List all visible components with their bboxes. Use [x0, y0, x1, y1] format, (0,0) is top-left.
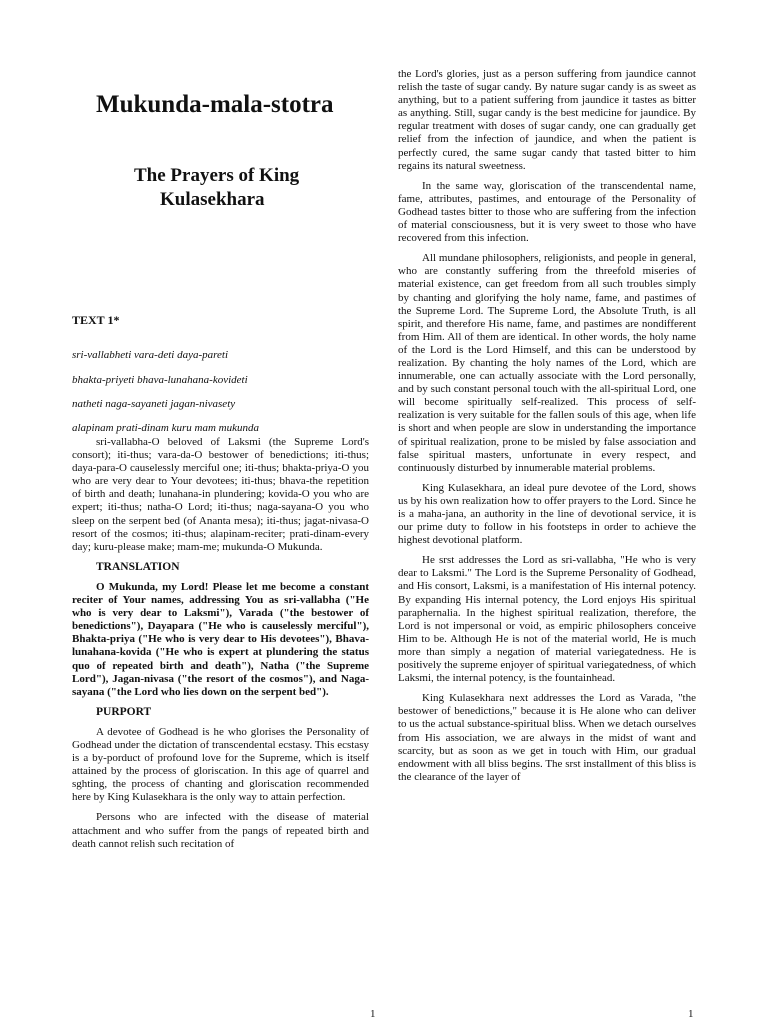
body-paragraph: King Kulasekhara next addresses the Lord as Varada, "the bestower of benedictions," because it is He alone who can deliver to us the actual substance-spiritual bliss. When we detach ourselves from His association, we are always in the midst of want and scarcity, but as soon as we get in touch with Him, our gradual endowment with all bliss begins. The srst installment of this bliss is the clearance of the layer of	[398, 692, 696, 783]
body-paragraph: He srst addresses the Lord as sri-vallabha, "He who is very dear to Laksmi." The Lord is the Supreme Personality of Godhead, and His consort, Laksmi, is a manifestation of His internal potency. By expanding His internal potency, the Lord enjoys His spiritual paraphernalia. In the highest spiritual realization, therefore, the Lord is not impersonal or void, as empiric philosophers conceive Him to be. Although He is not of the material world, He is much more than simply a negation of material variegatedness. He is positively the supreme enjoyer of spiritual variegatedness, of which Laksmi, the internal potency, is the fountainhead.	[398, 554, 696, 685]
subtitle-line-1: The Prayers of King	[134, 165, 300, 186]
body-paragraph: In the same way, gloriscation of the transcendental name, fame, attributes, pastimes, and entourage of the Personality of Godhead tastes bitter to those who are suffering from the infection of material consciousness, but it is very sweet to those who have recovered from this infection.	[398, 179, 696, 245]
verse-line: alapinam prati-dinam kuru mam mukunda	[72, 422, 259, 434]
body-paragraph: the Lord's glories, just as a person suffering from jaundice cannot relish the taste of sugar candy. By nature sugar candy is as sweet as anything, but to a patient suffering from jaundice it tastes as bitter as anything. Still, sugar candy is the best medicine for jaundice. By regular treatment with doses of sugar candy, one can gradually get relief from the infection of jaundice, and when the patient is perfectly cured, the same sugar candy that tasted bitter to him regains its natural sweetness.	[398, 68, 696, 172]
right-column	[398, 68, 696, 784]
verse-line: natheti naga-sayaneti jagan-nivasety	[72, 398, 236, 410]
body-paragraph: All mundane philosophers, religionists, and people in general, who are constantly suffering from the threefold miseries of material existence, can get freedom from all such troubles simply by chanting and glorifying the holy name, fame, and pastimes of the Supreme Lord. The Supreme Lord, the Absolute Truth, is all spirit, and therefore His name, fame, and pastimes are nondifferent from Him. All of them are identical. In other words, the holy name of the Lord is the Lord Himself, and this can be understood by realization. By chanting the holy names of the Lord, which are innumerable, one can actually associate with the Lord personally, and by such constant personal touch with the all-spiritual Lord, one will become spiritually self-realized. This process of self-realization is very suitable for the fallen souls of this age, when life is short and when people are slow in understanding the importance of spiritual realization, prone to be misled by false association and false spiritual masters, unfortunate in every respect, and continuously disturbed by innumerable material problems.	[398, 252, 696, 474]
verse-line: sri-vallabheti vara-deti daya-pareti	[72, 349, 229, 361]
page-number-right: 1	[688, 1008, 694, 1020]
document-subtitle	[134, 164, 299, 212]
left-column	[72, 436, 369, 851]
purport-paragraph: Persons who are infected with the disease of material attachment and who suffer from the pangs of repeated birth and death cannot relish such recitation of	[72, 811, 369, 850]
page-number-left: 1	[370, 1008, 376, 1020]
verse-line: bhakta-priyeti bhava-lunahana-kovideti	[72, 374, 248, 386]
purport-paragraph: A devotee of Godhead is he who glorises the Personality of Godhead under the dictation of transcendental ecstasy. This ecstasy is a by-porduct of profound love for the Supreme, which is itself attained by the process of gloriscation. In this age of quarrel and sghting, the process of chanting and gloriscation recommended here by King Kulasekhara is the only way to attain perfection.	[72, 725, 369, 804]
translation-paragraph: O Mukunda, my Lord! Please let me become a constant reciter of Your names, addressing You as sri-vallabha ("He who is very dear to Laksmi"), Varada ("the bestower of benedictions"), Dayapara ("He who is causelessly merciful"), Bhakta-priya ("He who is very dear to His devotees"), Bhava-lunahana-kovida ("He who is expert at plundering the status quo of repeated birth and death"), Natha ("the Supreme Lord"), Jagan-nivasa ("the resort of the cosmos"), and Naga-sayana ("the Lord who lies down on the serpent bed").	[72, 580, 369, 698]
text-heading: TEXT 1*	[72, 313, 120, 327]
purport-heading: PURPORT	[96, 705, 152, 718]
subtitle-line-2: Kulasekhara	[160, 189, 265, 210]
body-paragraph: King Kulasekhara, an ideal pure devotee of the Lord, shows us by his own realization how to offer prayers to the Lord. Since he is a maha-jana, an authority in the line of devotional service, it is our prime duty to follow in his footsteps in order to achieve the highest devotional platform.	[398, 481, 696, 547]
translation-heading: TRANSLATION	[96, 560, 180, 573]
document-title: Mukunda-mala-stotra	[96, 91, 334, 118]
synonyms-paragraph: sri-vallabha-O beloved of Laksmi (the Supreme Lord's consort); iti-thus; vara-da-O bestower of benedictions; iti-thus; daya-para-O causelessly merciful one; iti-thus; bhakta-priya-O you who are very dear to Your devotees; iti-thus; bhava-the repetition of birth and death; lunahana-in plundering; kovida-O you who are expert; iti-thus; natha-O Lord; iti-thus; naga-sayana-O you who sleep on the serpent bed (of Ananta mesa); iti-thus; jagat-nivasa-O resort of the cosmos; iti-thus; alapinam-reciter; prati-dinam-every day; kuru-please make; mam-me; mukunda-O Mukunda.	[72, 436, 369, 553]
